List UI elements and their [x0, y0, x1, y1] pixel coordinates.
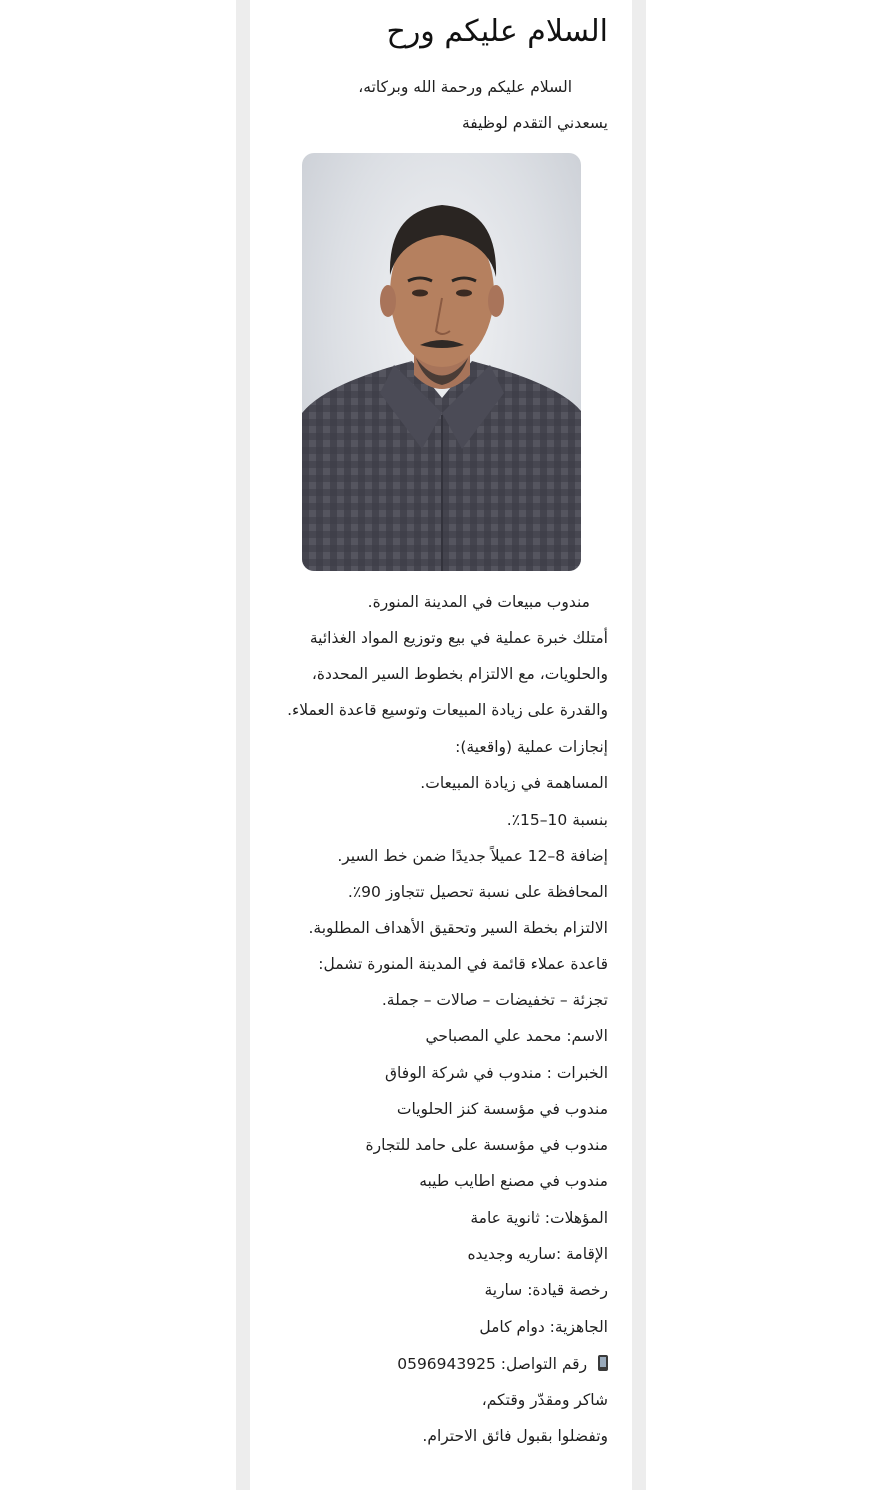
- mobile-phone-icon: [598, 1355, 608, 1371]
- greeting-text: السلام عليكم ورحمة الله وبركاته،: [358, 78, 572, 96]
- body-line: بنسبة 10–15٪.: [506, 811, 608, 829]
- body-line: والقدرة على زيادة المبيعات وتوسيع قاعدة العملاء.: [287, 701, 608, 719]
- body-line: مندوب مبيعات في المدينة المنورة.: [367, 593, 590, 611]
- contact-label: رقم التواصل:: [500, 1355, 588, 1373]
- body-line: الاسم: محمد علي المصباحي: [425, 1027, 608, 1045]
- body-line: مندوب في مؤسسة كنز الحلويات: [396, 1100, 608, 1118]
- contact-line: [397, 1352, 608, 1376]
- body-line: والحلويات، مع الالتزام بخطوط السير المحددة،: [311, 665, 608, 683]
- closing-line: شاكر ومقدّر وقتكم،: [481, 1391, 608, 1409]
- body-line: رخصة قيادة: سارية: [484, 1281, 608, 1299]
- closing-line: وتفضلوا بقبول فائق الاحترام.: [422, 1427, 608, 1445]
- body-line: الجاهزية: دوام كامل: [479, 1318, 608, 1336]
- body-line: مندوب في مؤسسة على حامد للتجارة: [365, 1136, 608, 1154]
- post-title: السلام عليكم ورح: [386, 14, 608, 49]
- intro-text: يسعدني التقدم لوظيفة: [461, 114, 608, 132]
- body-line: مندوب في مصنع اطايب طيبه: [419, 1172, 608, 1190]
- body-line: أمتلك خبرة عملية في بيع وتوزيع المواد الغذائية: [309, 629, 608, 647]
- profile-photo[interactable]: [302, 153, 581, 571]
- body-line: تجزئة – تخفيضات – صالات – جملة.: [381, 991, 608, 1009]
- right-gutter: [632, 0, 646, 1490]
- body-line: المحافظة على نسبة تحصيل تتجاوز 90٪.: [347, 883, 608, 901]
- body-line: الخبرات : مندوب في شركة الوفاق: [385, 1064, 608, 1082]
- body-line: المساهمة في زيادة المبيعات.: [420, 774, 608, 792]
- body-line: إضافة 8–12 عميلاً جديدًا ضمن خط السير.: [337, 847, 608, 865]
- body-line: إنجازات عملية (واقعية):: [455, 738, 608, 756]
- post-card: [250, 0, 632, 1490]
- left-gutter: [236, 0, 250, 1490]
- portrait-image: [302, 153, 581, 571]
- contact-number[interactable]: 0596943925: [397, 1355, 496, 1373]
- body-line: قاعدة عملاء قائمة في المدينة المنورة تشمل:: [318, 955, 608, 973]
- body-line: المؤهلات: ثانوية عامة: [470, 1209, 608, 1227]
- body-line: الإقامة :ساريه وجديده: [467, 1245, 608, 1263]
- body-line: الالتزام بخطة السير وتحقيق الأهداف المطلوبة.: [308, 919, 608, 937]
